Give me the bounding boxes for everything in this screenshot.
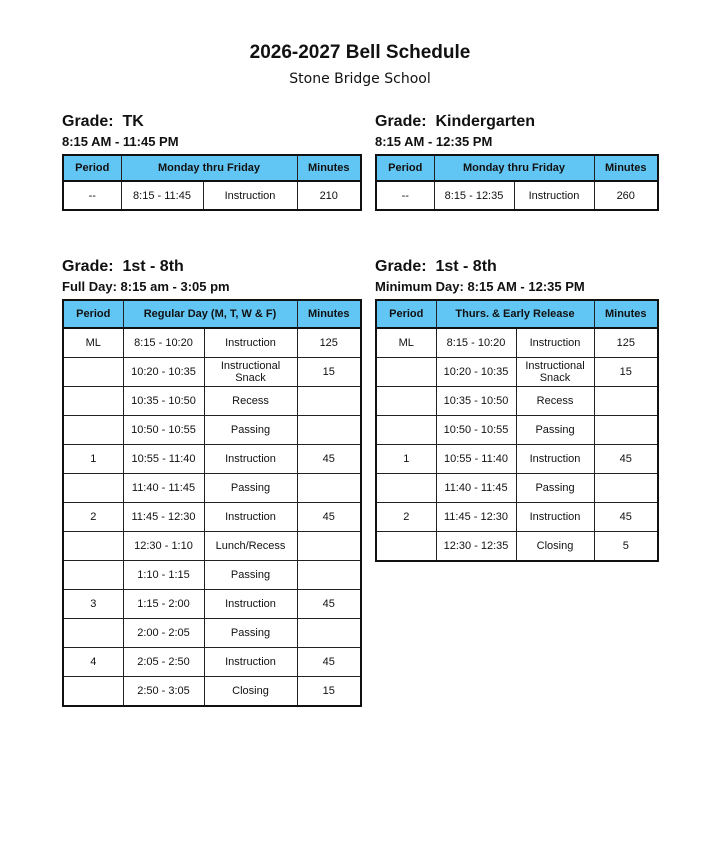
activity-cell: Passing bbox=[516, 474, 594, 503]
table-row bbox=[376, 416, 658, 445]
activity-cell: Instruction bbox=[204, 445, 297, 474]
column-header-days: Monday thru Friday bbox=[434, 155, 594, 181]
time-cell: 11:40 - 11:45 bbox=[436, 474, 516, 503]
period-cell: 4 bbox=[63, 648, 123, 677]
column-header-period: Period bbox=[63, 300, 123, 328]
period-cell bbox=[376, 474, 436, 503]
activity-cell: Passing bbox=[204, 474, 297, 503]
period-cell bbox=[63, 677, 123, 707]
activity-cell: Instruction bbox=[516, 445, 594, 474]
period-cell bbox=[376, 416, 436, 445]
grade-label-minimum-day: Grade: 1st - 8th bbox=[375, 258, 497, 275]
period-cell: 3 bbox=[63, 590, 123, 619]
time-range-tk: 8:15 AM - 11:45 PM bbox=[62, 134, 179, 149]
minutes-cell: 45 bbox=[297, 648, 361, 677]
activity-cell: Instruction bbox=[204, 648, 297, 677]
period-cell bbox=[63, 532, 123, 561]
period-cell: 2 bbox=[376, 503, 436, 532]
minutes-cell bbox=[297, 387, 361, 416]
time-cell: 12:30 - 1:10 bbox=[123, 532, 204, 561]
grade-label-kindergarten: Grade: Kindergarten bbox=[375, 113, 536, 130]
tk-schedule bbox=[62, 111, 362, 211]
table-row bbox=[376, 358, 658, 387]
activity-cell: Passing bbox=[516, 416, 594, 445]
time-cell: 10:55 - 11:40 bbox=[123, 445, 204, 474]
minutes-cell: 260 bbox=[594, 181, 658, 210]
table-row bbox=[63, 561, 361, 590]
table-row bbox=[63, 590, 361, 619]
minutes-cell bbox=[594, 416, 658, 445]
activity-cell: Instruction bbox=[204, 328, 297, 358]
activity-cell: Closing bbox=[204, 677, 297, 707]
table-header-row bbox=[376, 155, 658, 181]
minutes-cell bbox=[594, 474, 658, 503]
period-cell bbox=[63, 561, 123, 590]
time-cell: 8:15 - 12:35 bbox=[434, 181, 514, 210]
table-row bbox=[63, 474, 361, 503]
tk-table bbox=[62, 154, 362, 211]
column-header-period: Period bbox=[376, 300, 436, 328]
grade-label-full-day: Grade: 1st - 8th bbox=[62, 258, 184, 275]
activity-cell: Instruction bbox=[514, 181, 594, 210]
activity-cell: Lunch/Recess bbox=[204, 532, 297, 561]
time-cell: 2:00 - 2:05 bbox=[123, 619, 204, 648]
time-cell: 10:20 - 10:35 bbox=[123, 358, 204, 387]
time-cell: 2:05 - 2:50 bbox=[123, 648, 204, 677]
column-header-minutes: Minutes bbox=[594, 300, 658, 328]
table-row bbox=[63, 532, 361, 561]
column-header-period: Period bbox=[63, 155, 121, 181]
activity-cell: Passing bbox=[204, 619, 297, 648]
period-cell bbox=[63, 416, 123, 445]
column-header-days: Monday thru Friday bbox=[121, 155, 297, 181]
kindergarten-table bbox=[375, 154, 659, 211]
grade-label-tk: Grade: TK bbox=[62, 113, 144, 130]
activity-cell: Instruction bbox=[203, 181, 297, 210]
table-row bbox=[63, 619, 361, 648]
period-cell bbox=[376, 532, 436, 562]
activity-cell: Instruction bbox=[204, 590, 297, 619]
period-cell: 2 bbox=[63, 503, 123, 532]
school-name: Stone Bridge School bbox=[289, 71, 431, 87]
table-header-row bbox=[376, 300, 658, 328]
period-cell: ML bbox=[376, 328, 436, 358]
table-header-row bbox=[63, 300, 361, 328]
activity-cell: Recess bbox=[204, 387, 297, 416]
minutes-cell: 125 bbox=[594, 328, 658, 358]
period-cell: -- bbox=[63, 181, 121, 210]
table-row bbox=[63, 503, 361, 532]
time-range-full-day: Full Day: 8:15 am - 3:05 pm bbox=[62, 279, 230, 294]
minimum-day-schedule bbox=[375, 256, 659, 562]
activity-cell: Instructional Snack bbox=[204, 358, 297, 387]
time-cell: 10:35 - 10:50 bbox=[123, 387, 204, 416]
minutes-cell: 125 bbox=[297, 328, 361, 358]
minutes-cell: 45 bbox=[594, 503, 658, 532]
minutes-cell: 15 bbox=[297, 677, 361, 707]
minutes-cell: 45 bbox=[297, 590, 361, 619]
activity-cell: Recess bbox=[516, 387, 594, 416]
full-day-schedule bbox=[62, 256, 362, 707]
activity-cell: Instructional Snack bbox=[516, 358, 594, 387]
period-cell: -- bbox=[376, 181, 434, 210]
time-cell: 8:15 - 11:45 bbox=[121, 181, 203, 210]
period-cell bbox=[63, 387, 123, 416]
minutes-cell bbox=[297, 474, 361, 503]
table-row bbox=[63, 328, 361, 358]
minutes-cell: 45 bbox=[594, 445, 658, 474]
minimum-day-table bbox=[375, 299, 659, 562]
minutes-cell: 15 bbox=[297, 358, 361, 387]
minutes-cell bbox=[594, 387, 658, 416]
minutes-cell: 45 bbox=[297, 445, 361, 474]
time-cell: 10:20 - 10:35 bbox=[436, 358, 516, 387]
time-cell: 2:50 - 3:05 bbox=[123, 677, 204, 707]
period-cell bbox=[63, 619, 123, 648]
time-cell: 10:50 - 10:55 bbox=[436, 416, 516, 445]
time-cell: 12:30 - 12:35 bbox=[436, 532, 516, 562]
time-cell: 8:15 - 10:20 bbox=[123, 328, 204, 358]
time-cell: 1:15 - 2:00 bbox=[123, 590, 204, 619]
table-row bbox=[63, 677, 361, 707]
table-row bbox=[63, 181, 361, 210]
period-cell bbox=[63, 474, 123, 503]
time-cell: 10:50 - 10:55 bbox=[123, 416, 204, 445]
period-cell: ML bbox=[63, 328, 123, 358]
column-header-minutes: Minutes bbox=[297, 155, 361, 181]
time-cell: 10:55 - 11:40 bbox=[436, 445, 516, 474]
table-row bbox=[376, 181, 658, 210]
table-row bbox=[376, 328, 658, 358]
time-cell: 11:40 - 11:45 bbox=[123, 474, 204, 503]
table-row bbox=[63, 416, 361, 445]
activity-cell: Passing bbox=[204, 561, 297, 590]
activity-cell: Passing bbox=[204, 416, 297, 445]
table-row bbox=[376, 532, 658, 562]
time-cell: 1:10 - 1:15 bbox=[123, 561, 204, 590]
column-header-days: Regular Day (M, T, W & F) bbox=[123, 300, 297, 328]
activity-cell: Closing bbox=[516, 532, 594, 562]
minutes-cell bbox=[297, 416, 361, 445]
table-row bbox=[63, 648, 361, 677]
table-row bbox=[63, 387, 361, 416]
kindergarten-schedule bbox=[375, 111, 659, 211]
full-day-table bbox=[62, 299, 362, 707]
time-cell: 10:35 - 10:50 bbox=[436, 387, 516, 416]
table-row bbox=[63, 358, 361, 387]
period-cell: 1 bbox=[63, 445, 123, 474]
page-title: 2026-2027 Bell Schedule bbox=[249, 42, 471, 63]
table-row bbox=[376, 387, 658, 416]
activity-cell: Instruction bbox=[204, 503, 297, 532]
period-cell bbox=[376, 387, 436, 416]
time-cell: 11:45 - 12:30 bbox=[436, 503, 516, 532]
time-cell: 11:45 - 12:30 bbox=[123, 503, 204, 532]
time-range-kindergarten: 8:15 AM - 12:35 PM bbox=[375, 134, 493, 149]
column-header-days: Thurs. & Early Release bbox=[436, 300, 594, 328]
time-range-minimum-day: Minimum Day: 8:15 AM - 12:35 PM bbox=[375, 279, 585, 294]
table-row bbox=[376, 445, 658, 474]
table-header-row bbox=[63, 155, 361, 181]
table-row bbox=[63, 445, 361, 474]
period-cell: 1 bbox=[376, 445, 436, 474]
table-row bbox=[376, 503, 658, 532]
period-cell bbox=[376, 358, 436, 387]
minutes-cell bbox=[297, 532, 361, 561]
minutes-cell bbox=[297, 561, 361, 590]
minutes-cell: 15 bbox=[594, 358, 658, 387]
activity-cell: Instruction bbox=[516, 328, 594, 358]
column-header-minutes: Minutes bbox=[297, 300, 361, 328]
time-cell: 8:15 - 10:20 bbox=[436, 328, 516, 358]
minutes-cell bbox=[297, 619, 361, 648]
column-header-period: Period bbox=[376, 155, 434, 181]
period-cell bbox=[63, 358, 123, 387]
activity-cell: Instruction bbox=[516, 503, 594, 532]
minutes-cell: 45 bbox=[297, 503, 361, 532]
table-row bbox=[376, 474, 658, 503]
minutes-cell: 5 bbox=[594, 532, 658, 562]
minutes-cell: 210 bbox=[297, 181, 361, 210]
column-header-minutes: Minutes bbox=[594, 155, 658, 181]
